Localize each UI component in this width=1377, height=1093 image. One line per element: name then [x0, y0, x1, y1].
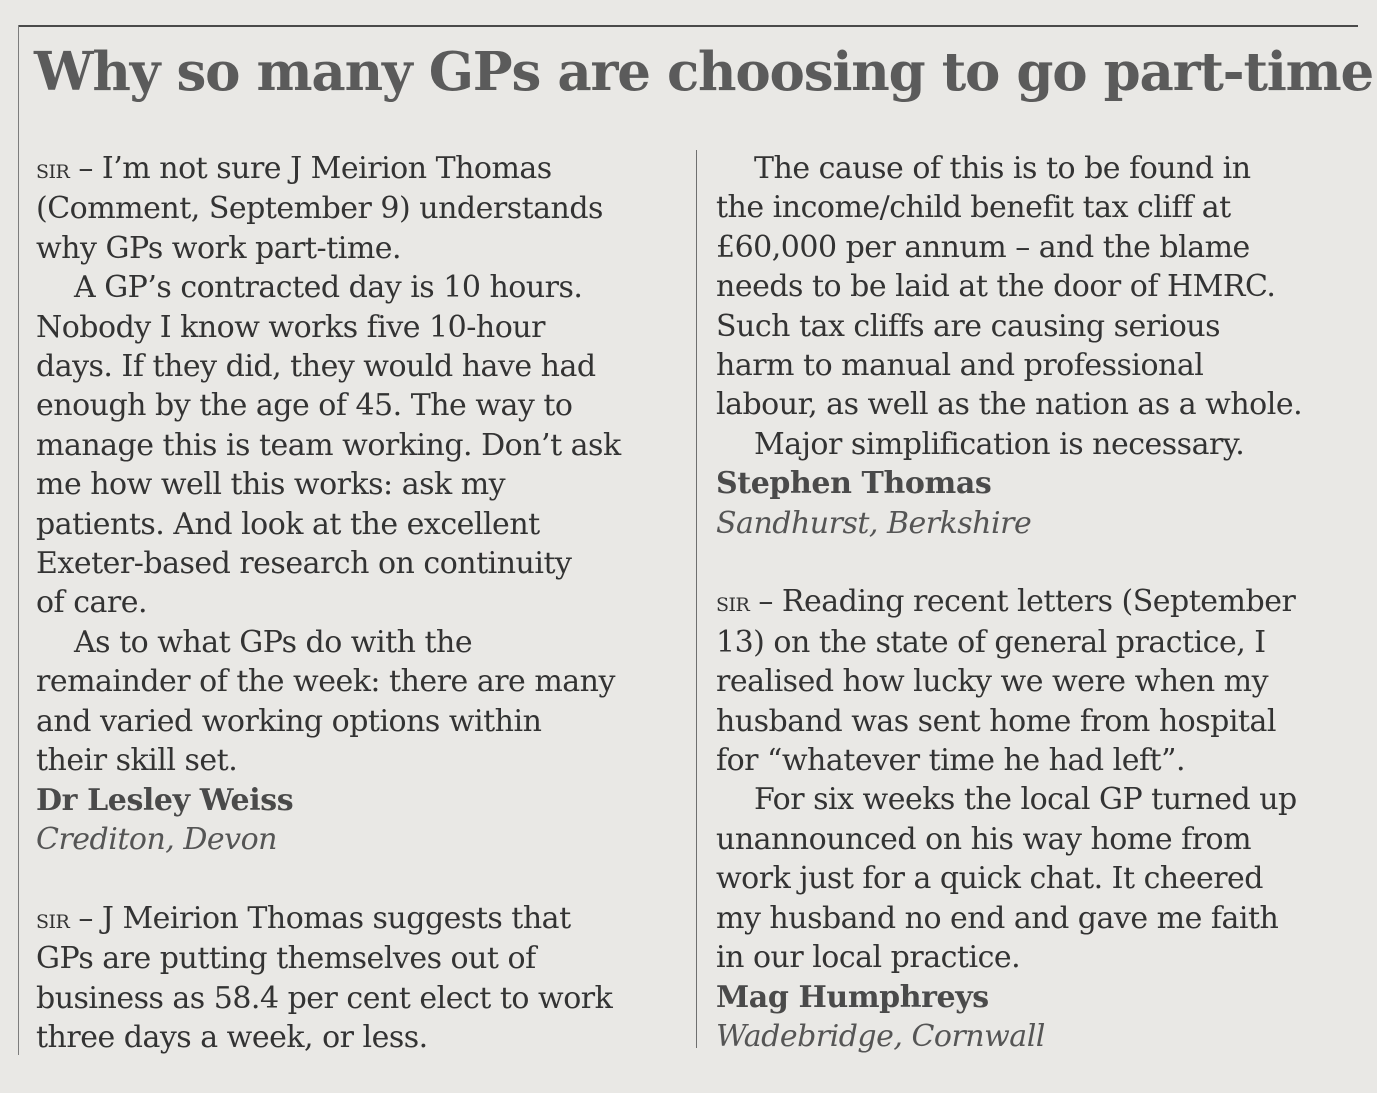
letter-gap — [36, 859, 681, 898]
right-column — [716, 149, 1366, 1056]
letter-1-line: patients. And look at the excellent — [36, 506, 540, 542]
letter-3-line: sir – Reading recent letters (September — [716, 584, 1296, 620]
top-rule — [18, 25, 1358, 27]
letter-1-line: A GP’s contracted day is 10 hours. — [74, 270, 583, 306]
letter-gap — [716, 543, 1366, 582]
sir-lead: sir — [36, 154, 70, 185]
letter-2-line: needs to be laid at the door of HMRC. — [716, 269, 1276, 305]
letter-1-line: (Comment, September 9) understands — [36, 191, 603, 227]
letter-3-line: husband was sent home from hospital — [716, 703, 1276, 739]
column-divider — [696, 150, 697, 1048]
letter-3-line: for “whatever time he had left”. — [716, 743, 1185, 779]
signature-place: Crediton, Devon — [36, 821, 277, 857]
left-rule — [18, 25, 19, 1055]
letter-3-line: unannounced on his way home from — [716, 821, 1252, 857]
letter-2 — [36, 899, 681, 1058]
letter-1-line: and varied working options within — [36, 703, 542, 739]
letter-2-line: GPs are putting themselves out of — [36, 941, 536, 977]
letter-2-line: business as 58.4 per cent elect to work — [36, 980, 613, 1016]
letter-3-line: 13) on the state of general practice, I — [716, 624, 1266, 660]
letter-3-line: work just for a quick chat. It cheered — [716, 861, 1264, 897]
letter-2-line: labour, as well as the nation as a whole. — [716, 387, 1303, 423]
letter-2-line: sir – J Meirion Thomas suggests that — [36, 900, 571, 936]
sir-lead: sir — [716, 587, 750, 619]
signature-place: Wadebridge, Cornwall — [716, 1018, 1045, 1054]
headline: Why so many GPs are choosing to go part-time — [34, 41, 1374, 103]
letter-2-line: harm to manual and professional — [716, 348, 1204, 384]
letter-1-line: their skill set. — [36, 743, 238, 779]
letter-3-line: my husband no end and gave me faith — [716, 900, 1279, 936]
letter-3 — [716, 582, 1366, 1056]
letter-1-line: As to what GPs do with the — [74, 624, 473, 660]
signature-name: Mag Humphreys — [716, 979, 989, 1015]
sir-lead: sir — [36, 903, 70, 935]
letter-1-line: of care. — [36, 585, 148, 621]
letter-2-line: the income/child benefit tax cliff at — [716, 190, 1231, 226]
left-column — [36, 149, 681, 1057]
letter-2-line: three days a week, or less. — [36, 1019, 428, 1055]
letter-1-line: why GPs work part-time. — [36, 230, 402, 266]
letter-2-line: Major simplification is necessary. — [754, 426, 1245, 462]
letter-1-line: remainder of the week: there are many — [36, 664, 615, 700]
letter-2-line: £60,000 per annum – and the blame — [716, 229, 1250, 265]
signature-name: Stephen Thomas — [716, 466, 992, 502]
letter-2-line: Such tax cliffs are causing serious — [716, 308, 1220, 344]
letter-1-line: me how well this works: ask my — [36, 467, 506, 503]
letter-1 — [36, 149, 681, 859]
letter-2-line: The cause of this is to be found in — [754, 151, 1251, 186]
letter-1-line: manage this is team working. Don’t ask — [36, 427, 621, 463]
signature-place: Sandhurst, Berkshire — [716, 505, 1032, 541]
letter-3-line: in our local practice. — [716, 940, 1021, 976]
letter-1-line: Exeter-based research on continuity — [36, 546, 572, 582]
signature-name: Dr Lesley Weiss — [36, 782, 294, 818]
letter-1-line: Nobody I know works five 10-hour — [36, 309, 545, 345]
letter-3-line: realised how lucky we were when my — [716, 664, 1269, 700]
letter-1-line: sir – I’m not sure J Meirion Thomas — [36, 151, 552, 186]
letter-1-line: days. If they did, they would have had — [36, 349, 596, 385]
letter-3-line: For six weeks the local GP turned up — [754, 782, 1297, 818]
letter-1-line: enough by the age of 45. The way to — [36, 388, 573, 424]
letter-2-continued — [716, 149, 1366, 543]
